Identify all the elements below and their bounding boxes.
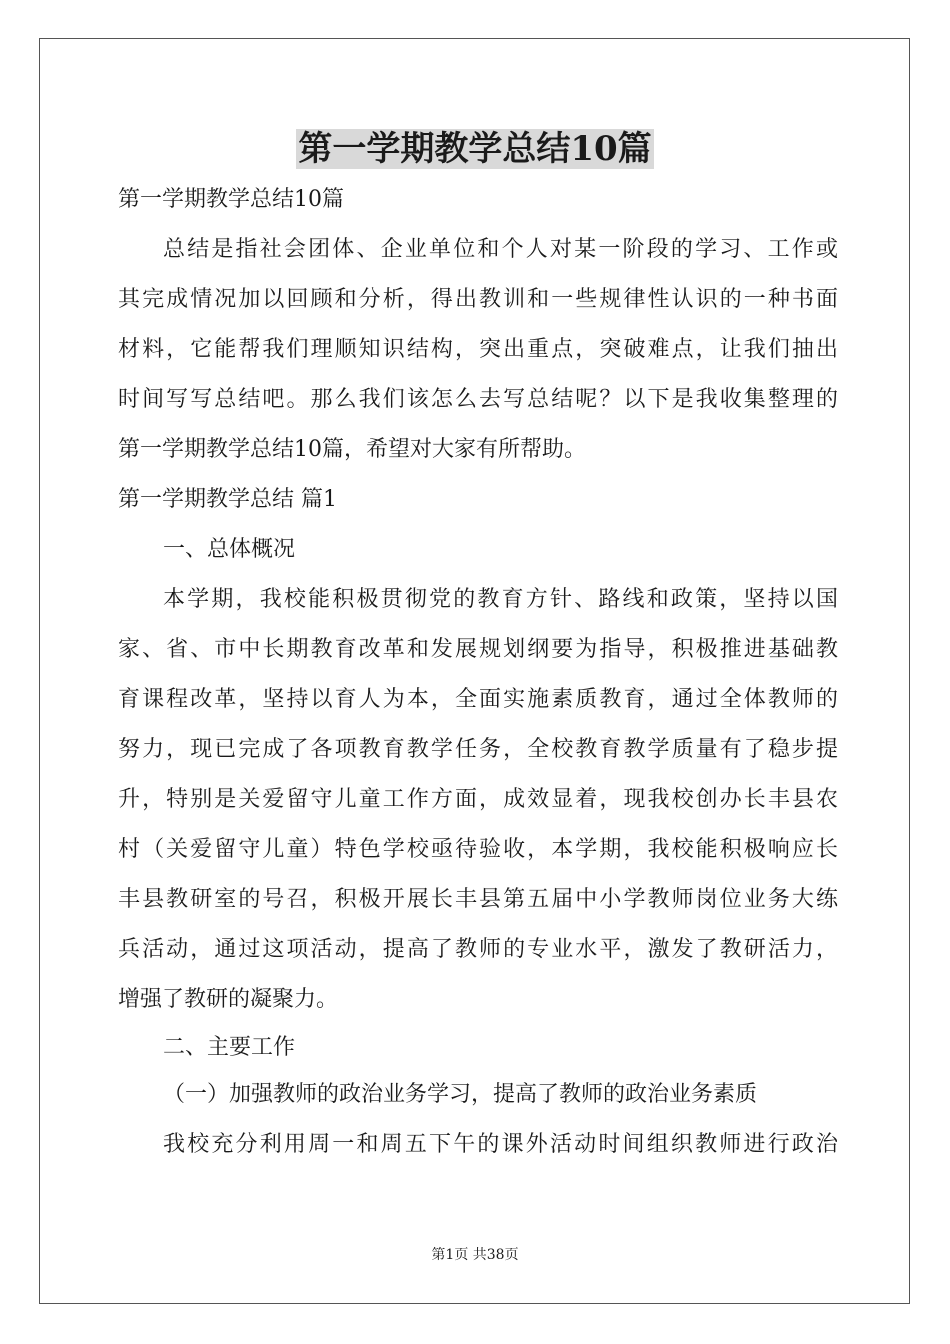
subheading: （一）加强教师的政治业务学习，提高了教师的政治业务素质 xyxy=(163,1082,758,1107)
document-title xyxy=(0,124,950,174)
document-title-text: 第一学期教学总结10篇 xyxy=(298,129,652,169)
subtitle-line: 第一学期教学总结10篇 xyxy=(118,187,344,212)
paragraph-line: 丰县教研室的号召，积极开展长丰县第五届中小学教师岗位业务大练 xyxy=(118,887,838,912)
section-heading: 第一学期教学总结 篇1 xyxy=(118,487,337,512)
paragraph-line: 增强了教研的凝聚力。 xyxy=(118,987,339,1012)
paragraph-line: 时间写写总结吧。那么我们该怎么去写总结呢？以下是我收集整理的 xyxy=(118,387,838,412)
paragraph-line: 育课程改革，坚持以育人为本，全面实施素质教育，通过全体教师的 xyxy=(118,687,838,712)
paragraph-line: 家、省、市中长期教育改革和发展规划纲要为指导，积极推进基础教 xyxy=(118,637,838,662)
page-footer: 第1页 共38页 xyxy=(431,1247,519,1263)
paragraph-line: 我校充分利用周一和周五下午的课外活动时间组织教师进行政治 xyxy=(163,1132,838,1157)
paragraph-line: 努力，现已完成了各项教育教学任务，全校教育教学质量有了稳步提 xyxy=(118,737,838,762)
paragraph-line: 本学期，我校能积极贯彻党的教育方针、路线和政策，坚持以国 xyxy=(163,587,838,612)
paragraph-line: 村（关爱留守儿童）特色学校亟待验收，本学期，我校能积极响应长 xyxy=(118,837,838,862)
paragraph-line: 总结是指社会团体、企业单位和个人对某一阶段的学习、工作或 xyxy=(163,237,838,262)
paragraph-line: 升，特别是关爱留守儿童工作方面，成效显着，现我校创办长丰县农 xyxy=(118,787,838,812)
paragraph-line: 第一学期教学总结10篇，希望对大家有所帮助。 xyxy=(118,437,586,462)
subheading: 二、主要工作 xyxy=(163,1035,296,1060)
paragraph-line: 材料，它能帮我们理顺知识结构，突出重点，突破难点，让我们抽出 xyxy=(118,337,838,362)
page-border xyxy=(39,38,910,1304)
paragraph-line: 其完成情况加以回顾和分析，得出教训和一些规律性认识的一种书面 xyxy=(118,287,838,312)
subheading: 一、总体概况 xyxy=(163,537,296,562)
paragraph-line: 兵活动，通过这项活动，提高了教师的专业水平，激发了教研活力， xyxy=(118,937,838,962)
